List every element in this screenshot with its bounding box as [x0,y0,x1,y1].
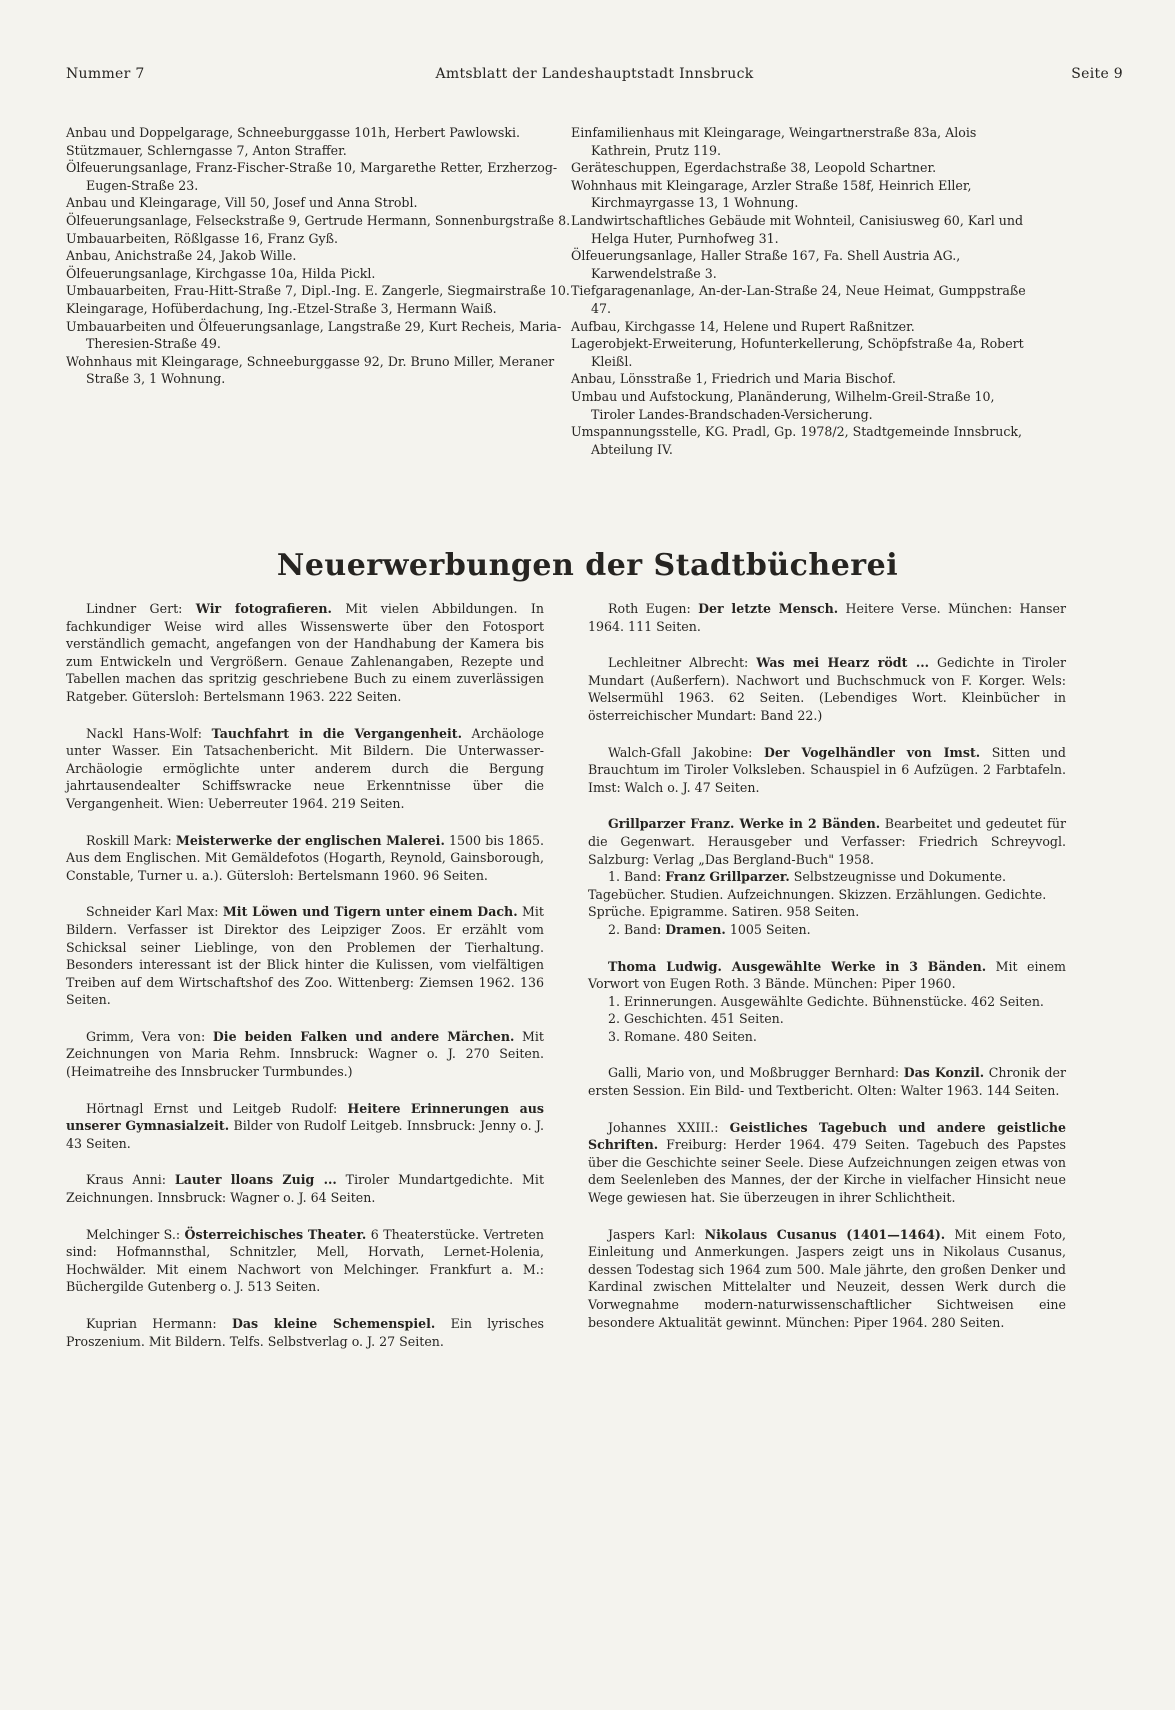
book-title: Das Konzil. [903,1065,985,1081]
book-description: Ein lyrisches Proszenium. Mit Bildern. Telfs. Selbstverlag o. J. 27 Seiten. [66,1316,544,1349]
book-title: Die beiden Falken und andere Märchen. [212,1028,515,1044]
building-permits-left-column [66,124,578,388]
book-author: Kuprian Hermann: [86,1316,232,1331]
issue-number: Nummer 7 [66,66,145,82]
book-author: Jaspers Karl: [608,1226,705,1242]
book-author: Roskill Mark: [86,832,176,848]
permit-entry: Kleingarage, Hofüberdachung, Ing.-Etzel-Straße 3, Hermann Waiß. [66,300,497,316]
book-entry [588,654,1066,724]
book-title: Der letzte Mensch. [698,601,839,616]
section-title: Neuerwerbungen der Stadtbücherei [276,548,899,583]
volume-entry: 1. Erinnerungen. Ausgewählte Gedichte. Bühnenstücke. 462 Seiten. [608,993,1044,1009]
book-description: Heitere Verse. München: Hanser 1964. 111 Seiten. [588,601,1066,634]
volume-number: 2. Band: [608,921,666,937]
book-entry [66,725,544,813]
permit-entry: Anbau, Lönsstraße 1, Friedrich und Maria Bischof. [571,371,896,387]
book-entry [588,600,1066,635]
permit-entry: Umbauarbeiten, Frau-Hitt-Straße 7, Dipl.-Ing. E. Zangerle, Siegmairstraße 10. [66,283,570,299]
book-author: Kraus Anni: [86,1172,175,1188]
book-description: Mit vielen Abbildungen. In fachkundiger Weise wird alles Wissenswerte über den Fotosport verständlich gemacht, angefangen von der Handhabung der Kamera bis zum Entwickeln und Vergrößern. Genaue Zahlenangaben, Rezepte und Tabellen machen das spritzig geschriebene Buch zu einem zuverlässigen Ratgeber. Gütersloh: Bertelsmann 1963. 222 Seiten. [66,601,544,704]
book-title: Wir fotografieren. [195,601,332,616]
book-author: Melchinger S.: [86,1226,185,1242]
permit-entry: Ölfeuerungsanlage, Felseckstraße 9, Gertrude Hermann, Sonnenburgstraße 8. [66,212,571,228]
book-title: Mit Löwen und Tigern unter einem Dach. [222,904,518,920]
book-author: Walch-Gfall Jakobine: [608,744,764,760]
volume-number: 1. Band: [608,869,666,885]
permit-entry: Aufbau, Kirchgasse 14, Helene und Rupert Raßnitzer. [571,318,915,334]
permit-entry: Geräteschuppen, Egerdachstraße 38, Leopold Schartner. [571,160,937,176]
book-description: Mit Bildern. Verfasser ist Direktor des Leipziger Zoos. Er erzählt vom Schicksal seiner Lieblinge, von den Problemen der Tierhaltung. Besonders interessant ist der Blick hinter die Kulissen, vom vielfältigen Treiben auf dem Wirtschaftshof des Zoo. Wittenberg: Ziemsen 1962. 136 Seiten. [66,904,544,1008]
permit-entry: Ölfeuerungsanlage, Franz-Fischer-Straße 10, Margarethe Retter, Erzherzog-Eugen-Straße 23. [66,160,558,193]
book-description: 1500 bis 1865. Aus dem Englischen. Mit Gemäldefotos (Hogarth, Reynold, Gainsborough, Constable, Turner u. a.). Gütersloh: Bertelsmann 1960. 96 Seiten. [66,832,545,883]
book-title: Was mei Hearz rödt ... [756,655,929,671]
book-entry [66,1100,544,1153]
permit-entry: Ölfeuerungsanlage, Kirchgasse 10a, Hilda Pickl. [66,265,376,281]
book-author: Roth Eugen: [608,601,699,616]
book-entry [588,1119,1066,1207]
permit-entry: Stützmauer, Schlerngasse 7, Anton Straffer. [66,142,347,158]
book-author: Grimm, Vera von: [86,1028,213,1044]
permit-entry: Tiefgaragenanlage, An-der-Lan-Straße 24, Neue Heimat, Gumppstraße 47. [571,283,1026,316]
book-description: Mit einem Vorwort von Eugen Roth. 3 Bände. München: Piper 1960. [588,958,1066,992]
book-title: Tauchfahrt in die Vergangenheit. [211,725,462,741]
book-entry [588,815,1066,868]
volume-entry: 3. Romane. 480 Seiten. [608,1028,757,1044]
books-left-column [66,600,544,1369]
permit-entry: Landwirtschaftliches Gebäude mit Wohnteil, Canisiusweg 60, Karl und Helga Huter, Purnhofweg 31. [571,212,1024,246]
publication-title: Amtsblatt der Landeshauptstadt Innsbruck [435,66,754,82]
book-title: Thoma Ludwig. Ausgewählte Werke in 3 Bänden. [608,958,987,974]
book-author: Nackl Hans-Wolf: [86,725,212,741]
book-author: Schneider Karl Max: [86,904,223,920]
volume-title: Dramen. [665,921,726,937]
book-description: Mit Zeichnungen von Maria Rehm. Innsbruck: Wagner o. J. 270 Seiten. (Heimatreihe des Innsbrucker Turmbundes.) [66,1028,544,1080]
book-title: Das kleine Schemenspiel. [231,1316,436,1331]
book-entry [66,832,544,885]
book-entry [588,1226,1066,1332]
book-entry [66,903,544,1009]
books-right-column [588,600,1066,1350]
permit-entry: Anbau, Anichstraße 24, Jakob Wille. [66,248,297,264]
volume-description: 1005 Seiten. [725,921,811,937]
book-description: Bearbeitet und gedeutet für die Gegenwart. Herausgeber und Verfasser: Friedrich Schreyvogl. Salzburg: Verlag „Das Bergland-Buch" 1958. [588,816,1066,867]
page-header [66,66,1123,86]
book-entry [66,600,544,706]
book-entry [588,744,1066,797]
permit-entry: Lagerobjekt-Erweiterung, Hofunterkellerung, Schöpfstraße 4a, Robert Kleißl. [571,336,1024,369]
volume-entry [588,868,1066,921]
book-author: Johannes XXIII.: [608,1119,730,1135]
volume-entry: 2. Geschichten. 451 Seiten. [608,1011,784,1027]
permit-entry: Einfamilienhaus mit Kleingarage, Weingartnerstraße 83a, Alois Kathrein, Prutz 119. [571,125,977,158]
book-title: Heitere Erinnerungen aus unserer Gymnasialzeit. [66,1100,544,1134]
volume-description: Selbstzeugnisse und Dokumente. Tagebücher. Studien. Aufzeichnungen. Skizzen. Erzählungen. Gedichte. Sprüche. Epigramme. Satiren. 958 Seiten. [588,869,1047,920]
volume-title: Franz Grillparzer. [665,869,790,885]
book-entry [66,1171,544,1206]
book-title: Österreichisches Theater. [184,1226,367,1242]
book-author: Galli, Mario von, und Moßbrugger Bernhard: [608,1065,904,1081]
book-author: Lindner Gert: [86,601,196,616]
book-title: Meisterwerke der englischen Malerei. [175,832,445,848]
book-title: Grillparzer Franz. Werke in 2 Bänden. [608,816,881,832]
permit-entry: Wohnhaus mit Kleingarage, Arzler Straße 158f, Heinrich Eller, Kirchmayrgasse 13, 1 Wohnung. [571,177,972,211]
permit-entry: Umbau und Aufstockung, Planänderung, Wilhelm-Greil-Straße 10, Tiroler Landes-Brandschaden-Versicherung. [571,388,995,422]
book-description: Tiroler Mundartgedichte. Mit Zeichnungen. Innsbruck: Wagner o. J. 64 Seiten. [66,1172,545,1206]
book-entry [66,1315,544,1350]
permit-entry: Ölfeuerungsanlage, Haller Straße 167, Fa. Shell Austria AG., Karwendelstraße 3. [571,248,961,281]
volume-entry [588,921,1066,939]
permit-entry: Umbauarbeiten und Ölfeuerungsanlage, Langstraße 29, Kurt Recheis, Maria-Theresien-Straße 49. [66,318,562,352]
book-title: Der Vogelhändler von Imst. [763,744,981,760]
book-description: 6 Theaterstücke. Vertreten sind: Hofmannsthal, Schnitzler, Mell, Horvath, Lernet-Holenia, Hochwälder. Mit einem Nachwort von Melchinger. Frankfurt a. M.: Büchergilde Gutenberg o. J. 513 Seiten. [66,1226,544,1295]
book-entry [588,1064,1066,1099]
book-author: Lechleitner Albrecht: [608,655,757,671]
book-title: Nikolaus Cusanus (1401—1464). [704,1226,946,1242]
building-permits-right-column [571,124,1029,458]
book-description: Gedichte in Tiroler Mundart (Außerfern). Nachwort und Buchschmuck von F. Korger. Wels: Welsermühl 1963. 62 Seiten. (Lebendiges Wort. Kleinbücher in österreichischer Mundart: Band 22.) [588,655,1066,723]
permit-entry: Anbau und Doppelgarage, Schneeburggasse 101h, Herbert Pawlowski. [66,125,521,140]
permit-entry: Umbauarbeiten, Rößlgasse 16, Franz Gyß. [66,230,339,246]
book-description: Archäologe unter Wasser. Ein Tatsachenbericht. Mit Bildern. Die Unterwasser-Archäologie ermöglichte unter anderem durch die Bergung jahrtausendealter Schiffswracke neue Erkenntnisse über die Vergangenheit. Wien: Ueberreuter 1964. 219 Seiten. [66,725,545,811]
book-entry [66,1226,544,1296]
book-entry [588,958,1066,993]
book-description: Chronik der ersten Session. Ein Bild- und Textbericht. Olten: Walter 1963. 144 Seiten. [588,1065,1066,1099]
book-title: Geistliches Tagebuch und andere geistliche Schriften. [588,1119,1066,1153]
permit-entry: Umspannungsstelle, KG. Pradl, Gp. 1978/2, Stadtgemeinde Innsbruck, Abteilung IV. [571,424,1023,457]
page-number: Seite 9 [1071,66,1123,82]
book-description: Bilder von Rudolf Leitgeb. Innsbruck: Jenny o. J. 43 Seiten. [66,1118,544,1151]
book-entry [66,1028,544,1081]
permit-entry: Wohnhaus mit Kleingarage, Schneeburggasse 92, Dr. Bruno Miller, Meraner Straße 3, 1 Wohnung. [66,353,555,387]
book-description: Freiburg: Herder 1964. 479 Seiten. Tagebuch des Papstes über die Geschichte seiner Seele. Diese Aufzeichnungen zeigen etwas von dem Seelenleben des Mannes, der der Kirche in vielfacher Hinsicht neue Wege gewiesen hat. Sie überzeugen in ihrer Schlichtheit. [588,1137,1066,1206]
book-author: Hörtnagl Ernst und Leitgeb Rudolf: [86,1100,348,1116]
book-title: Lauter lloans Zuig ... [174,1172,337,1188]
book-description: Sitten und Brauchtum im Tiroler Volksleben. Schauspiel in 6 Aufzügen. 2 Farbtafeln. Imst: Walch o. J. 47 Seiten. [588,744,1066,795]
permit-entry: Anbau und Kleingarage, Vill 50, Josef und Anna Strobl. [66,195,418,211]
book-description: Mit einem Foto, Einleitung und Anmerkungen. Jaspers zeigt uns in Nikolaus Cusanus, dessen Todestag sich 1964 zum 500. Male jährte, den großen Denker und Kardinal zwischen Mittelalter und Neuzeit, dessen Werk durch die Vorwegnahme modern-naturwissenschaftlicher Sichtweisen eine besondere Aktualität gewinnt. München: Piper 1964. 280 Seiten. [588,1226,1066,1330]
